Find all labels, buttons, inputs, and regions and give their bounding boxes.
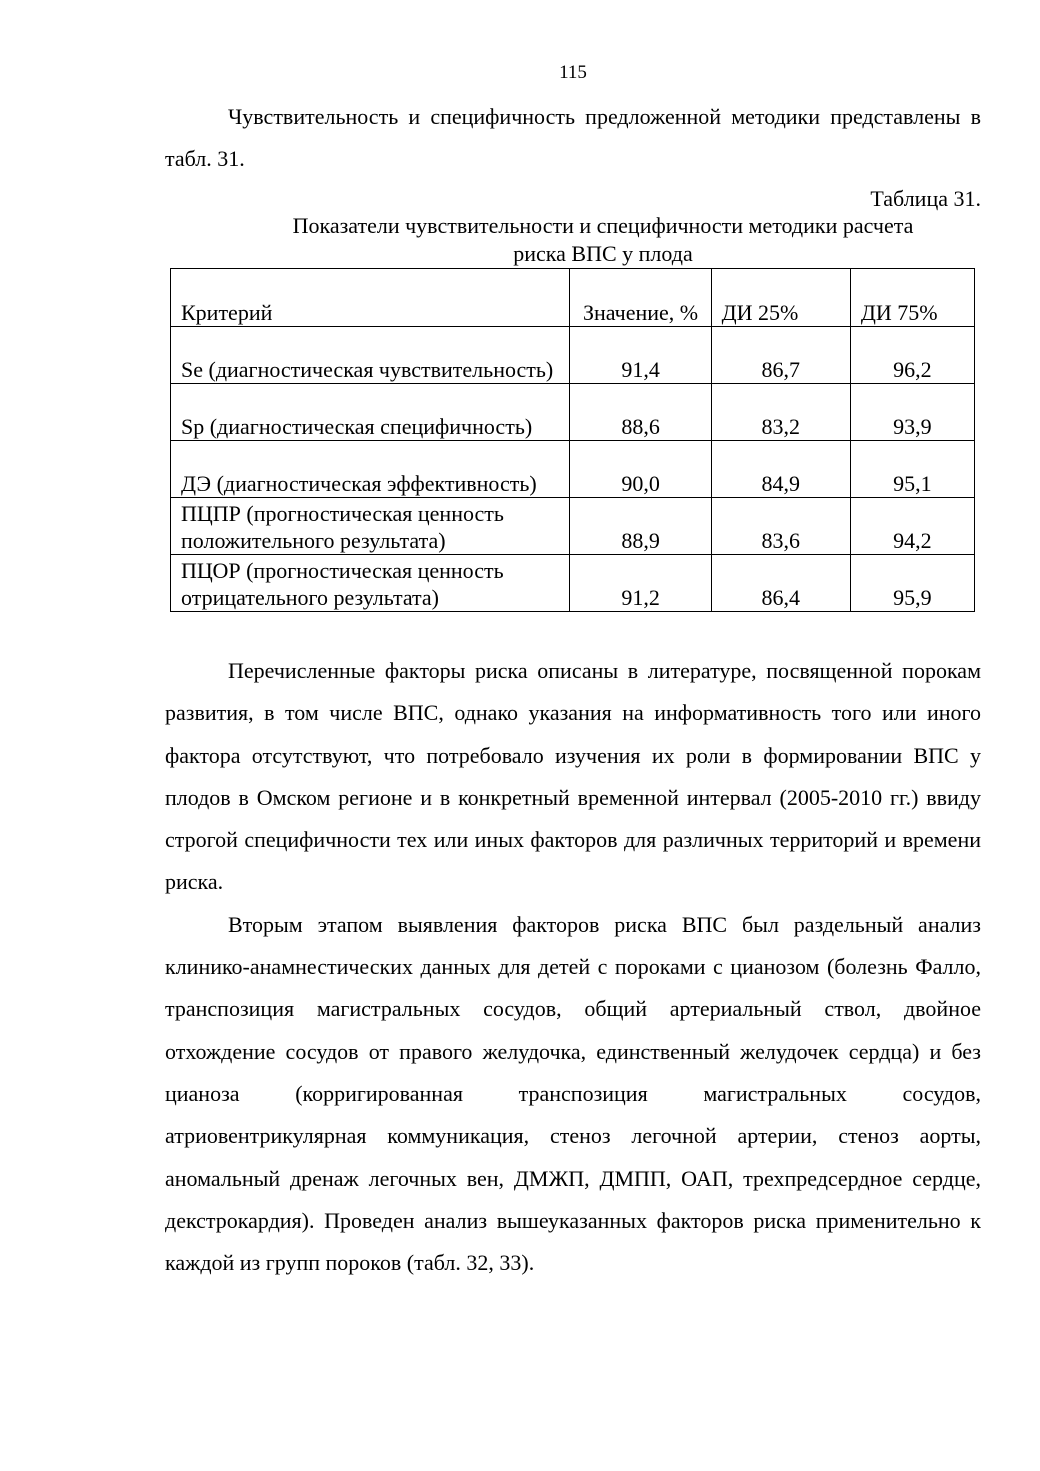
ci75-cell: 95,1 [850,441,974,498]
value-cell: 91,2 [570,555,711,612]
ci75-cell: 94,2 [850,498,974,555]
value-cell: 91,4 [570,327,711,384]
value-cell: 88,6 [570,384,711,441]
criterion-cell: Se (диагностическая чувствительность) [171,327,570,384]
paragraph: Перечисленные факторы риска описаны в литературе, посвященной порокам развития, в том числе ВПС, однако указания на информативность того или иного фактора отсутствуют, что потребовало изучения их роли в формировании ВПС у плодов в Омском регионе и в конкретный временной интервал (2005-2010 гг.) ввиду строгой специфичности тех или иных факторов для различных территорий и времени риска. [165,658,981,895]
header-ci25: ДИ 25% [711,269,850,327]
table-caption-line-2: риска ВПС у плода [513,241,693,266]
table-row [171,441,975,498]
criterion-cell: ДЭ (диагностическая эффективность) [171,441,570,498]
table-row [171,384,975,441]
table-row [171,327,975,384]
intro-paragraph-block [165,96,981,180]
ci25-cell: 86,7 [711,327,850,384]
ci25-cell: 86,4 [711,555,850,612]
table-label: Таблица 31. [870,186,981,211]
sensitivity-specificity-table [170,268,975,612]
table-header-row [171,269,975,327]
header-criterion: Критерий [171,269,570,327]
header-ci75: ДИ 75% [850,269,974,327]
page-number: 115 [559,62,587,83]
ci75-cell: 95,9 [850,555,974,612]
value-cell: 90,0 [570,441,711,498]
ci25-cell: 83,6 [711,498,850,555]
criterion-cell: Sp (диагностическая специфичность) [171,384,570,441]
header-value: Значение, % [570,269,711,327]
table-row [171,498,975,555]
table-row [171,555,975,612]
ci25-cell: 83,2 [711,384,850,441]
criterion-cell: ПЦОР (прогностическая ценность отрицательного результата) [171,555,570,612]
paragraph: Вторым этапом выявления факторов риска ВПС был раздельный анализ клинико-анамнестических данных для детей с пороками с цианозом (болезнь Фалло, транспозиция магистральных сосудов, общий артериальный ствол, двойное отхождение сосудов от правого желудочка, единственный желудочек сердца) и без цианоза (корригированная транспозиция магистральных сосудов, атриовентрикулярная коммуникация, стеноз легочной артерии, стеноз аорты, аномальный дренаж легочных вен, ДМЖП, ДМПП, ОАП, трехпредсердное сердце, декстрокардия). Проведен анализ вышеуказанных факторов риска применительно к каждой из групп пороков (табл. 32, 33). [165,911,981,1276]
ci25-cell: 84,9 [711,441,850,498]
table-caption-line-1: Показатели чувствительности и специфичности методики расчета [292,213,914,238]
body-text [165,650,981,1284]
value-cell: 88,9 [570,498,711,555]
ci75-cell: 96,2 [850,327,974,384]
criterion-cell: ПЦПР (прогностическая ценность положительного результата) [171,498,570,555]
ci75-cell: 93,9 [850,384,974,441]
table-caption [225,212,981,268]
intro-paragraph: Чувствительность и специфичность предложенной методики представлены в табл. 31. [165,104,981,171]
